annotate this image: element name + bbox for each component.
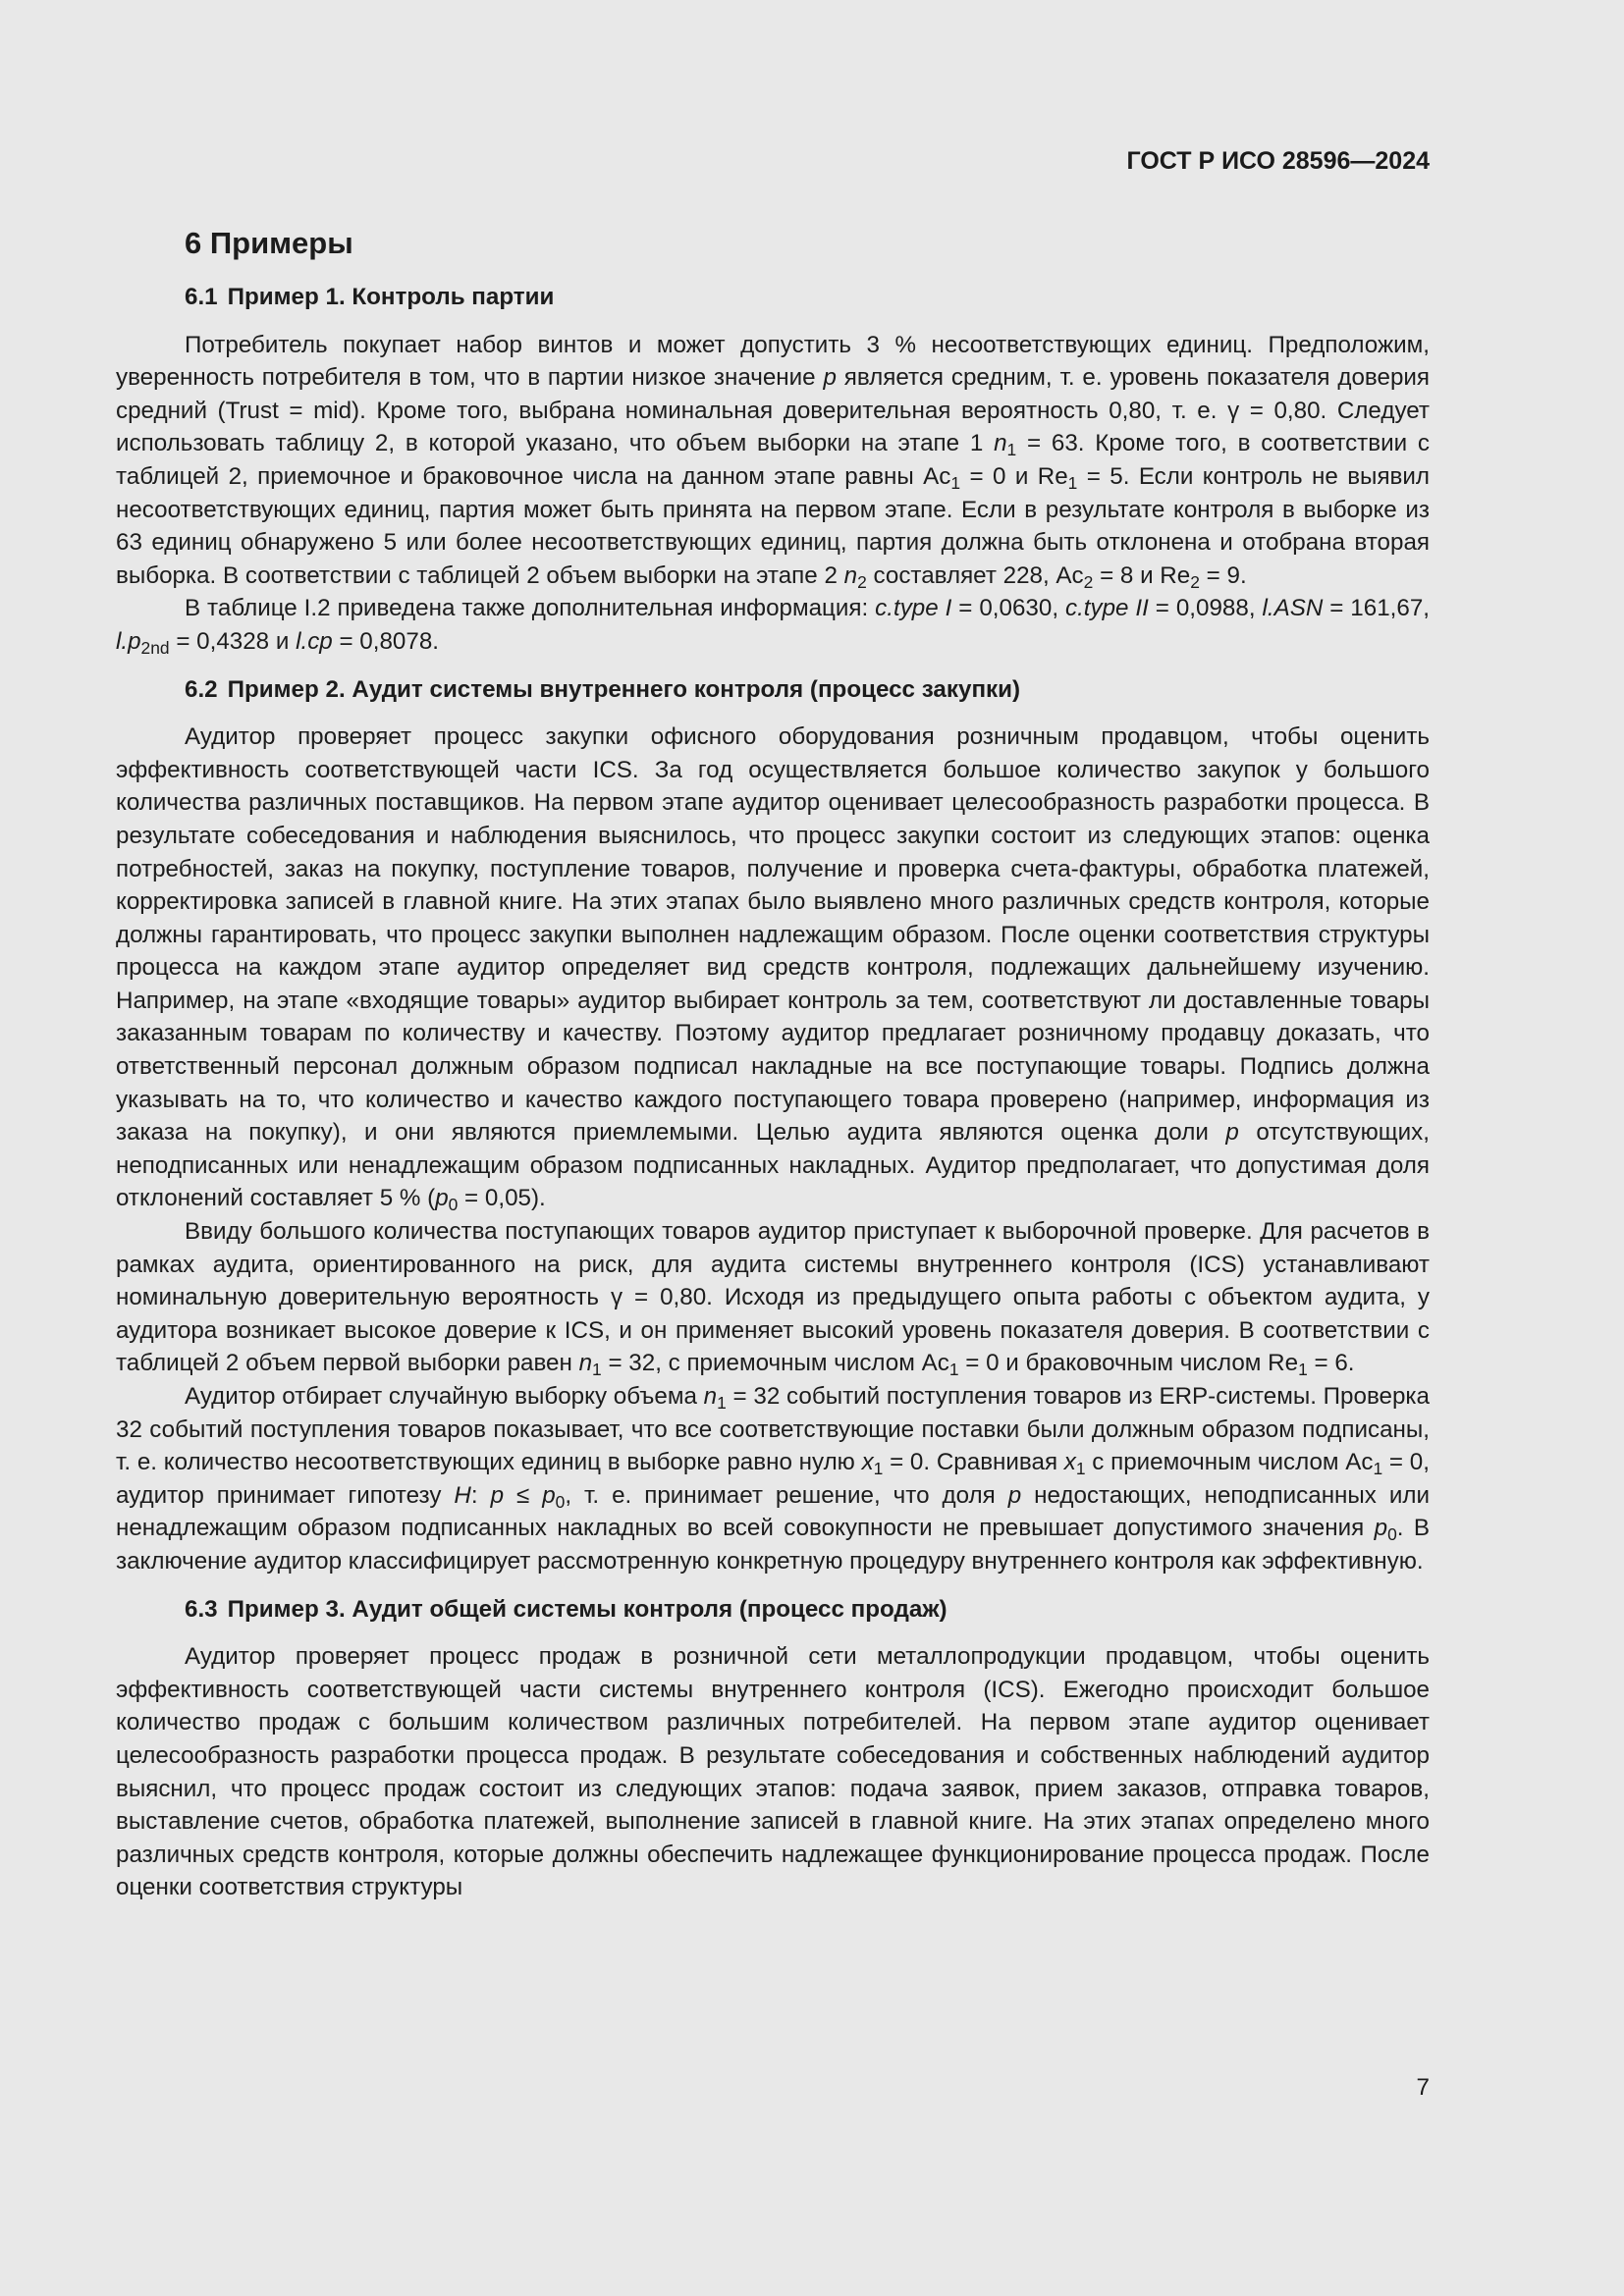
subsection-6-3-heading: [185, 1593, 1430, 1627]
page-content: [116, 224, 1430, 1904]
subsection-title: Пример 3. Аудит общей системы контроля (процесс продаж): [227, 1595, 947, 1623]
subsection-number: 6.3: [185, 1595, 218, 1623]
example-1-paragraph-1: Потребитель покупает набор винтов и может допустить 3 % несоответствующих единиц. Предположим, уверенность потребителя в том, что в партии низкое значение p является средним, т. е. уровень показателя доверия средний (Trust = mid). Кроме того, выбрана номинальная доверительная вероятность 0,80, т. е. γ = 0,80. Следует использовать таблицу 2, в которой указано, что объем выборки на этапе 1 $n_1 = 63$. Кроме того, в соответствии с таблицей 2, приемочное и браковочное числа на данном этапе равны $Ac_1 = 0$ и $Re_1 = 5$. Если контроль не выявил несоответствующих единиц, партия может быть принята на первом этапе. Если в результате контроля в выборке из 63 единиц обнаружено 5 или более несоответствующих единиц, партия должна быть отклонена и отобрана вторая выборка. В соответствии с таблицей 2 объем выборки на этапе 2 $n_2$ составляет 228, $Ac_2 = 8$ и $Re_2 = 9$.: [116, 331, 1431, 592]
standard-designation: ГОСТ Р ИСО 28596—2024: [1126, 147, 1430, 175]
subsection-number: 6.1: [185, 284, 218, 310]
section-title: 6 Примеры: [185, 226, 353, 260]
example-2-paragraph-2: Ввиду большого количества поступающих товаров аудитор приступает к выборочной проверке. Для расчетов в рамках аудита, ориентированного на риск, для аудита системы внутреннего контроля (ICS) устанавливают номинальную доверительную вероятность γ = 0,80. Исходя из предыдущего опыта работы с объектом аудита, у аудитора возникает высокое доверие к ICS, и он применяет высокий уровень показателя доверия. В соответствии с таблицей 2 объем первой выборки равен $n_1 = 32$, с приемочным числом $Ac_1 = 0$ и браковочным числом $Re_1 = 6$.: [116, 1218, 1430, 1380]
subsection-number: 6.2: [185, 675, 218, 703]
example-2-paragraph-1: Аудитор проверяет процесс закупки офисного оборудования розничным продавцом, чтобы оценить эффективность соответствующей части ICS. За год осуществляется большое количество закупок у большого количества различных поставщиков. На первом этапе аудитор оценивает целесообразность разработки процесса. В результате собеседования и наблюдения выяснилось, что процесс закупки состоит из следующих этапов: оценка потребностей, заказ на покупку, поступление товаров, получение и проверка счета-фактуры, обработка платежей, корректировка записей в главной книге. На этих этапах было выявлено много различных средств контроля, которые должны гарантировать, что процесс закупки выполнен надлежащим образом. После оценки соответствия структуры процесса на каждом этапе аудитор определяет вид средств контроля, подлежащих дальнейшему изучению. Например, на этапе «входящие товары» аудитор выбирает контроль за тем, соответствуют ли доставленные товары заказанным товарам по количеству и качеству. Поэтому аудитор предлагает розничному продавцу доказать, что ответственный персонал должным образом подписал накладные на все поступающие товары. Подпись должна указывать на то, что количество и качество каждого поступающего товара проверено (например, информация из заказа на покупку), и они являются приемлемыми. Целью аудита являются оценка доли p отсутствующих, неподписанных или ненадлежащим образом подписанных накладных. Аудитор предполагает, что допустимая доля отклонений составляет 5 % $(p_0 = 0,05)$.: [116, 723, 1430, 1215]
subsection-6-1-heading: [185, 281, 1430, 314]
example-3-paragraph-1: Аудитор проверяет процесс продаж в розничной сети металлопродукции продавцом, чтобы оценить эффективность соответствующей части системы внутреннего контроля (ICS). Ежегодно происходит большое количество продаж с большим количеством различных потребителей. На первом этапе аудитор оценивает целесообразность разработки процесса продаж. В результате собеседования и собственных наблюдений аудитор выяснил, что процесс продаж состоит из следующих этапов: подача заявок, прием заказов, отправка товаров, выставление счетов, обработка платежей, выполнение записей в главной книге. На этих этапах определено много различных средств контроля, которые должны обеспечить надлежащее функционирование процесса продаж. После оценки соответствия структуры: [116, 1643, 1430, 1901]
subsection-6-2-heading: [185, 673, 1430, 707]
example-2-paragraph-3: Аудитор отбирает случайную выборку объема $n_1 = 32$ событий поступления товаров из ERP-системы. Проверка 32 событий поступления товаров показывает, что все соответствующие поставки были должным образом подписаны, т. е. количество несоответствующих единиц в выборке равно нулю $x_1 = 0$. Сравнивая $x_1$ с приемочным числом $Ac_1 = 0$, аудитор принимает гипотезу H: $p \le p_0$, т. е. принимает решение, что доля p недостающих, неподписанных или ненадлежащим образом подписанных накладных во всей совокупности не превышает допустимого значения $p_0$. В заключение аудитор классифицирует рассмотренную конкретную процедуру внутреннего контроля как эффективную.: [116, 1383, 1430, 1575]
page-number: 7: [1416, 2074, 1430, 2101]
subsection-title: Пример 2. Аудит системы внутреннего контроля (процесс закупки): [227, 675, 1021, 703]
example-1-paragraph-2: В таблице I.2 приведена также дополнительная информация: c.type I = 0,0630, c.type II = 0,0988, l.ASN = 161,67, $l.p_{2nd} = 0,4328$ и l.cp = 0,8078.: [116, 595, 1430, 659]
subsection-title: Пример 1. Контроль партии: [227, 284, 555, 310]
